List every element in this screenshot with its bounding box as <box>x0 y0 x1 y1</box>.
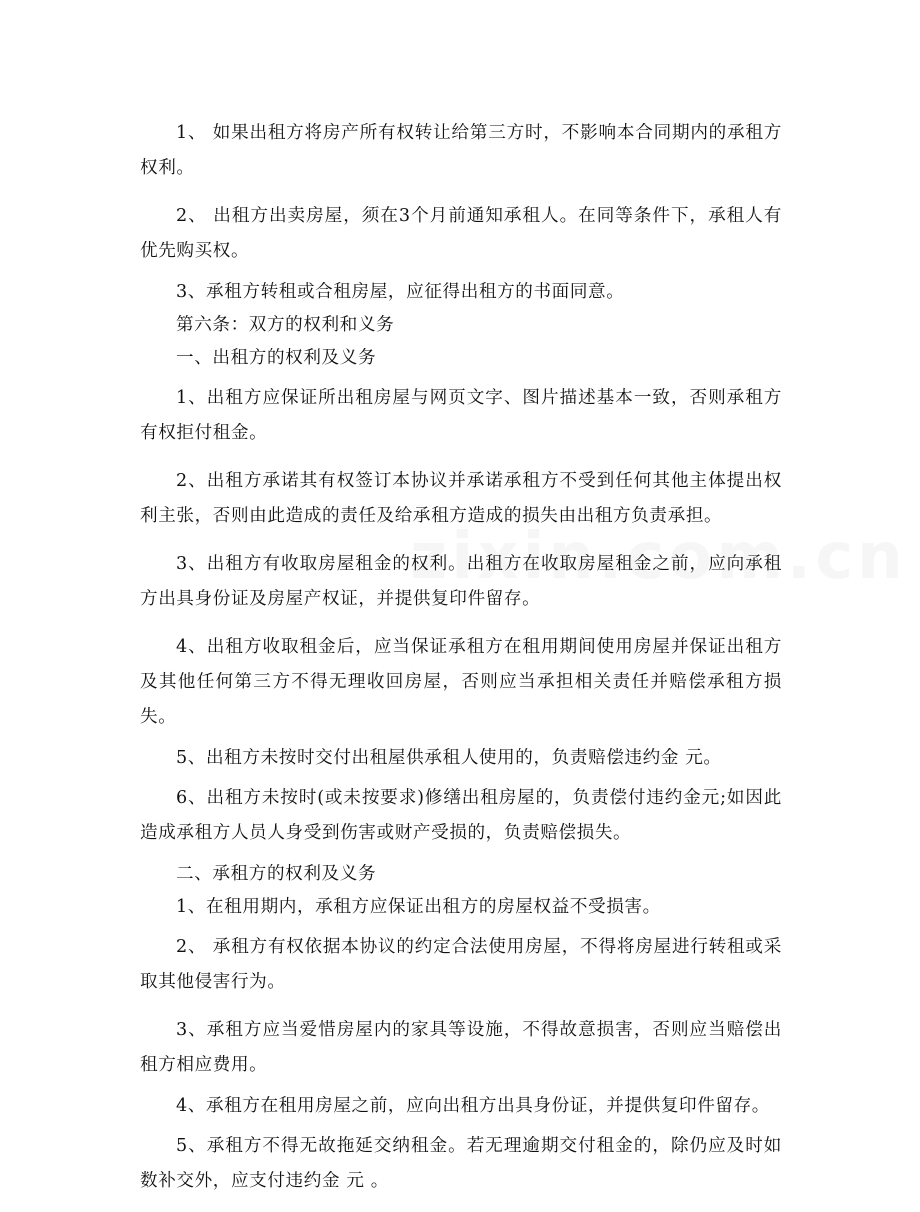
clause-sublease: 3、承租方转租或合租房屋，应征得出租方的书面同意。 <box>176 282 625 302</box>
lessee-clause-3: 3、承租方应当爱惜房屋内的家具等设施，不得故意损害，否则应当赔偿出租方相应费用。 <box>140 1020 782 1075</box>
article-six-heading: 第六条：双方的权利和义务 <box>176 315 395 335</box>
lessor-clause-3: 3、出租方有收取房屋租金的权利。出租方在收取房屋租金之前，应向承租方出具身份证及房屋产权证，并提供复印件留存。 <box>140 554 782 609</box>
lessee-section-heading: 二、承租方的权利及义务 <box>176 864 377 884</box>
lessor-section-heading: 一、出租方的权利及义务 <box>176 348 377 368</box>
lessee-clause-1: 1、在租用期内，承租方应保证出租方的房屋权益不受损害。 <box>176 897 661 917</box>
lessor-clause-2: 2、出租方承诺其有权签订本协议并承诺承租方不受到任何其他主体提出权利主张，否则由此造成的责任及给承租方造成的损失由出租方负责承担。 <box>140 471 782 526</box>
lessee-clause-2: 2、 承租方有权依据本协议的约定合法使用房屋，不得将房屋进行转租或采取其他侵害行为。 <box>140 937 782 992</box>
clause-sale-notice: 2、 出租方出卖房屋，须在3个月前通知承租人。在同等条件下，承租人有优先购买权。 <box>140 206 782 261</box>
lessor-clause-5: 5、出租方未按时交付出租屋供承租人使用的，负责赔偿违约金 元。 <box>176 748 722 768</box>
clause-transfer-ownership: 1、 如果出租方将房产所有权转让给第三方时，不影响本合同期内的承租方权利。 <box>140 123 782 178</box>
lessor-clause-6: 6、出租方未按时(或未按要求)修缮出租房屋的，负责偿付违约金元;如因此造成承租方人员人身受到伤害或财产受损的，负责赔偿损失。 <box>140 788 782 843</box>
lessee-clause-5: 5、承租方不得无故拖延交纳租金。若无理逾期交付租金的，除仍应及时如数补交外，应支付违约金 元 。 <box>140 1136 782 1191</box>
document-body <box>140 116 782 1212</box>
lessee-clause-4: 4、承租方在租用房屋之前，应向出租方出具身份证，并提供复印件留存。 <box>176 1096 770 1116</box>
lessor-clause-4: 4、出租方收取租金后，应当保证承租方在租用期间使用房屋并保证出租方及其他任何第三方不得无理收回房屋，否则应当承担相关责任并赔偿承租方损失。 <box>140 637 782 727</box>
lessor-clause-1: 1、出租方应保证所出租房屋与网页文字、图片描述基本一致，否则承租方有权拒付租金。 <box>140 388 782 443</box>
